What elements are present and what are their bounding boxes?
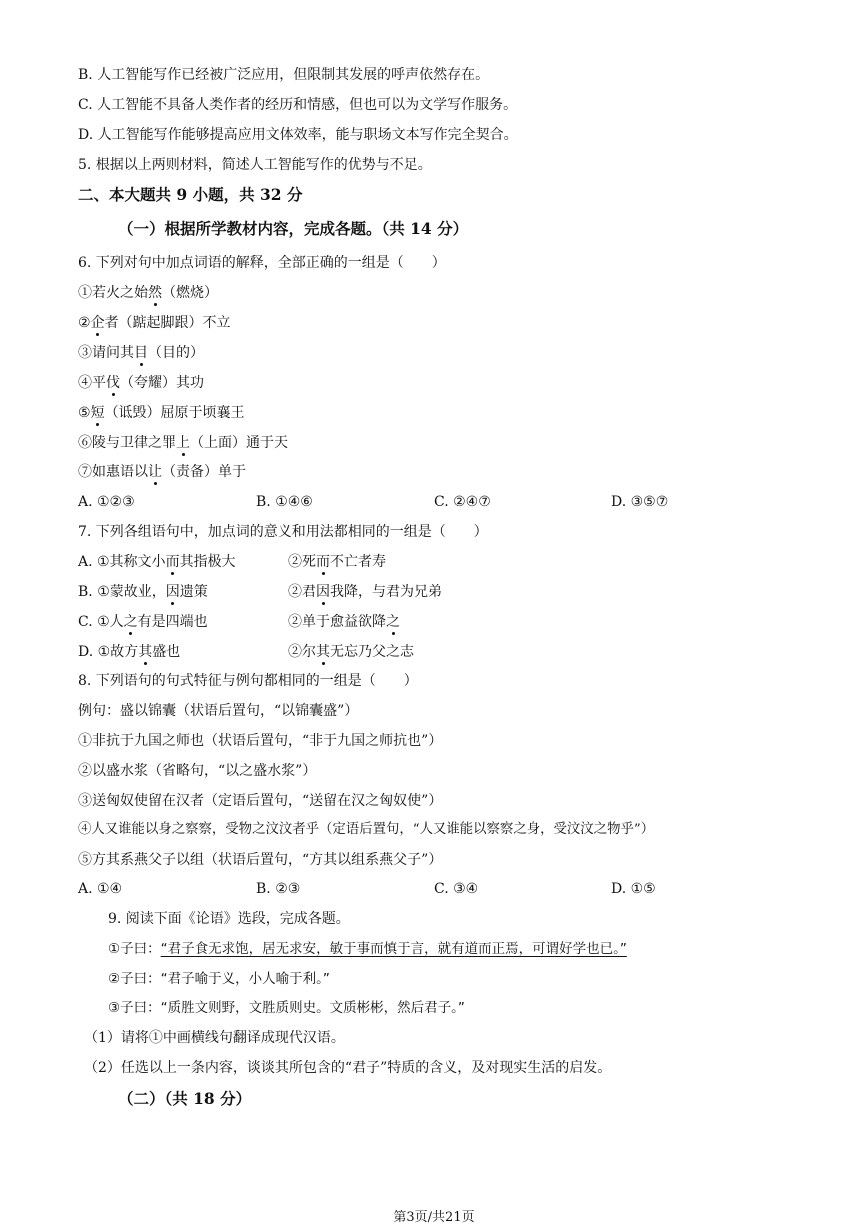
q9-quote-3: ③子曰：“质胜文则野，文胜质则史。文质彬彬，然后君子。” <box>108 1000 465 1016</box>
part-1-title: （一）根据所学教材内容，完成各题。（共 14 分） <box>118 219 469 238</box>
question-9-stem: 9. 阅读下面《论语》选段，完成各题。 <box>108 911 350 927</box>
q8-option-b: B. ②③ <box>256 881 301 897</box>
q6-option-d: D. ③⑤⑦ <box>611 494 669 510</box>
q8-item: ④人又谁能以身之察察，受物之汶汶者乎（定语后置句，“人又谁能以察察之身，受汶汶之物乎”） <box>78 822 655 837</box>
q9-subquestion-2: （2）任选以上一条内容，谈谈其所包含的“君子”特质的含义，及对现实生活的启发。 <box>84 1060 612 1076</box>
question-7-stem: 7. 下列各组语句中，加点词的意义和用法都相同的一组是（ ） <box>78 524 488 540</box>
q4-option-d: D. 人工智能写作能够提高应用文体效率，能与职场文本写作完全契合。 <box>78 127 518 143</box>
q4-option-b: B. 人工智能写作已经被广泛应用，但限制其发展的呼声依然存在。 <box>78 67 490 83</box>
q6-item: ④平伐（夸耀）其功 <box>78 375 204 391</box>
q6-option-a: A. ①②③ <box>78 494 135 510</box>
q6-option-b: B. ①④⑥ <box>256 494 313 510</box>
q9-underlined-sentence: “君子食无求饱，居无求安，敏于事而慎于言，就有道而正焉，可谓好学也已。” <box>160 941 627 957</box>
part-2-title: （二）（共 18 分） <box>118 1089 252 1108</box>
q9-quote-1: ①子曰：“君子食无求饱，居无求安，敏于事而慎于言，就有道而正焉，可谓好学也已。” <box>108 941 627 957</box>
q9-quote-2: ②子曰：“君子喻于义，小人喻于利。” <box>108 971 330 987</box>
q6-item: ③请问其目（目的） <box>78 345 204 361</box>
q6-item: ①若火之始然（燃烧） <box>78 285 218 301</box>
q9-subquestion-1: （1）请将①中画横线句翻译成现代汉语。 <box>84 1030 345 1046</box>
q6-option-c: C. ②④⑦ <box>434 494 491 510</box>
q8-example: 例句：盛以锦囊（状语后置句，“以锦囊盛”） <box>78 703 359 719</box>
q6-item: ⑤短（诋毁）屈原于顷襄王 <box>78 405 245 421</box>
q8-item: ③送匈奴使留在汉者（定语后置句，“送留在汉之匈奴使”） <box>78 793 443 809</box>
q4-option-c: C. 人工智能不具备人类作者的经历和情感，但也可以为文学写作服务。 <box>78 97 518 113</box>
section-2-title: 二、本大题共 9 小题，共 32 分 <box>78 185 303 204</box>
q8-option-d: D. ①⑤ <box>611 881 656 897</box>
page-footer: 第3页/共21页 <box>393 1210 475 1225</box>
q8-item: ①非抗于九国之师也（状语后置句，“非于九国之师抗也”） <box>78 733 443 749</box>
q8-option-c: C. ③④ <box>434 881 479 897</box>
q6-item: ⑥陵与卫律之罪上（上面）通于天 <box>78 435 288 451</box>
q6-item: ②企者（踮起脚跟）不立 <box>78 315 231 331</box>
question-6-stem: 6. 下列对句中加点词语的解释，全部正确的一组是（ ） <box>78 255 446 271</box>
q8-item: ②以盛水浆（省略句，“以之盛水浆”） <box>78 763 317 779</box>
question-5: 5. 根据以上两则材料，简述人工智能写作的优势与不足。 <box>78 157 432 173</box>
question-8-stem: 8. 下列语句的句式特征与例句都相同的一组是（ ） <box>78 673 418 689</box>
q8-item: ⑤方其系燕父子以组（状语后置句，“方其以组系燕父子”） <box>78 852 443 868</box>
q6-item: ⑦如惠语以让（责备）单于 <box>78 464 246 480</box>
q8-option-a: A. ①④ <box>78 881 123 897</box>
